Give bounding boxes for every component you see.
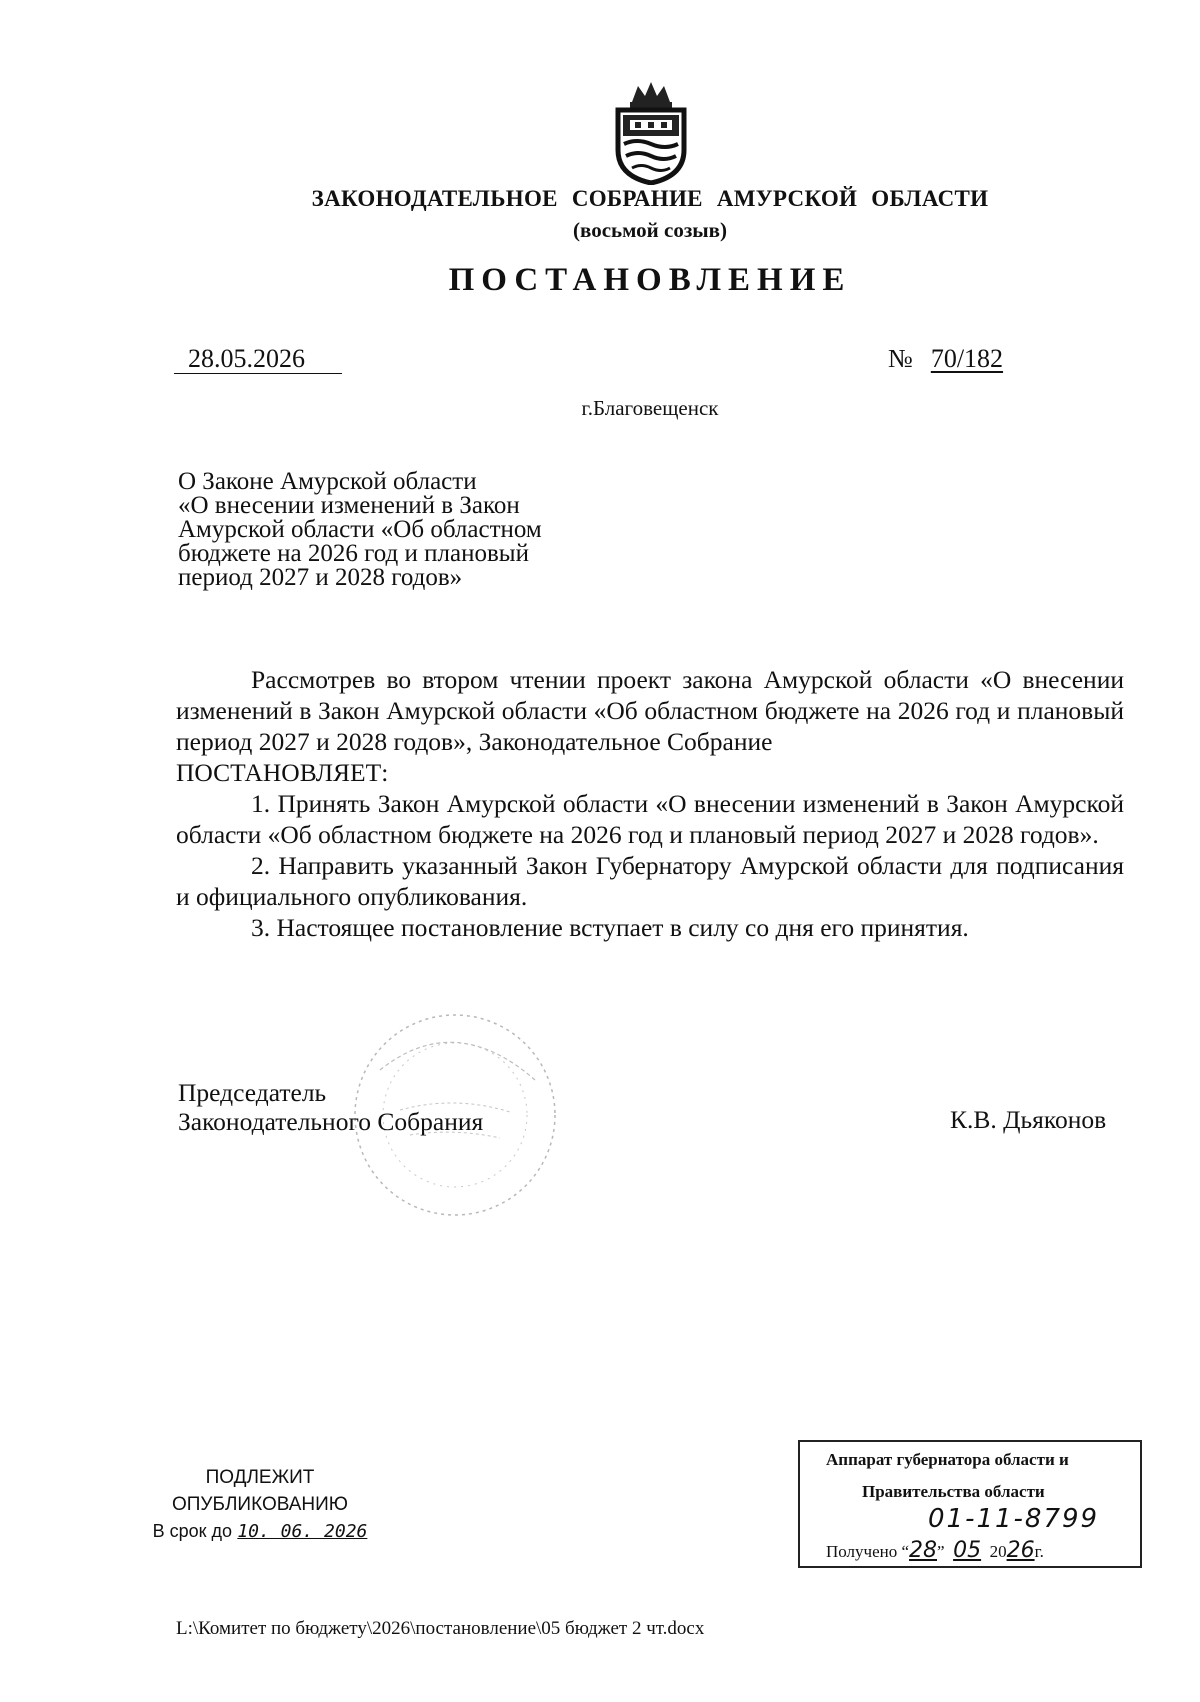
- publish-line: ПОДЛЕЖИТ: [205, 1467, 315, 1488]
- position-line: Председатель: [178, 1078, 327, 1107]
- document-subject: [178, 470, 618, 590]
- document-number: [888, 344, 1003, 374]
- received-month: 05: [953, 1538, 982, 1563]
- number-value: 70/182: [930, 344, 1004, 373]
- received-day: 28: [909, 1538, 938, 1563]
- subject-line: период 2027 и 2028 годов»: [178, 564, 463, 591]
- convocation: (восьмой созыв): [573, 218, 727, 242]
- file-path: L:\Комитет по бюджету\2026\постановление\05 бюджет 2 чт.docx: [176, 1618, 705, 1639]
- deadline-label: В срок до: [152, 1521, 233, 1541]
- number-sign: №: [888, 344, 913, 373]
- coat-of-arms-emblem: [610, 80, 692, 185]
- received-date: Получено “28” 05 2026г.: [826, 1538, 1044, 1563]
- subject-line: «О внесении изменений в Закон: [178, 492, 520, 519]
- publish-deadline: [140, 1518, 380, 1545]
- city: г.Благовещенск: [581, 396, 719, 420]
- receipt-office: Аппарат губернатора области и: [826, 1450, 1069, 1469]
- subject-line: бюджете на 2026 год и плановый: [178, 540, 529, 567]
- position-line: Законодательного Собрания: [178, 1107, 484, 1136]
- receipt-office-sub: Правительства области: [862, 1482, 1045, 1501]
- signatory-name: К.В. Дьяконов: [950, 1105, 1107, 1134]
- resolves-heading: ПОСТАНОВЛЯЕТ:: [176, 758, 389, 787]
- document-date: 28.05.2026: [174, 344, 342, 374]
- resolution-item: 1. Принять Закон Амурской области «О внесении изменений в Закон Амурской области «Об областном бюджете на 2026 год и плановый период 2027 и 2028 годов».: [176, 789, 1124, 849]
- publish-line: ОПУБЛИКОВАНИЮ: [171, 1494, 349, 1515]
- signatory-position: [178, 1078, 483, 1136]
- preamble-paragraph: Рассмотрев во втором чтении проект закона Амурской области «О внесении изменений в Закон Амурской области «Об областном бюджете на 2026 год и плановый период 2027 и 2028 годов», Законодательное Собрание: [176, 665, 1124, 756]
- registration-number: 01-11-8799: [928, 1504, 1100, 1534]
- subject-line: Амурской области «Об областном: [178, 516, 542, 543]
- publication-stamp: [140, 1464, 380, 1545]
- document-title: ПОСТАНОВЛЕНИЕ: [448, 262, 852, 298]
- received-label: Получено: [826, 1542, 898, 1561]
- deadline-value: 10. 06. 2026: [237, 1521, 368, 1542]
- resolution-item: 2. Направить указанный Закон Губернатору Амурской области для подписания и официального опубликования.: [176, 851, 1124, 911]
- resolution-item: 3. Настоящее постановление вступает в силу со дня его принятия.: [251, 913, 969, 942]
- received-year-unit: г.: [1034, 1542, 1044, 1561]
- subject-line: О Законе Амурской области: [178, 468, 477, 495]
- organization-name: ЗАКОНОДАТЕЛЬНОЕ СОБРАНИЕ АМУРСКОЙ ОБЛАСТИ: [311, 186, 989, 211]
- received-year-suffix: 26: [1006, 1538, 1035, 1563]
- received-year-prefix: 20: [989, 1542, 1007, 1561]
- document-body: [176, 664, 1124, 943]
- receipt-stamp: [798, 1440, 1142, 1568]
